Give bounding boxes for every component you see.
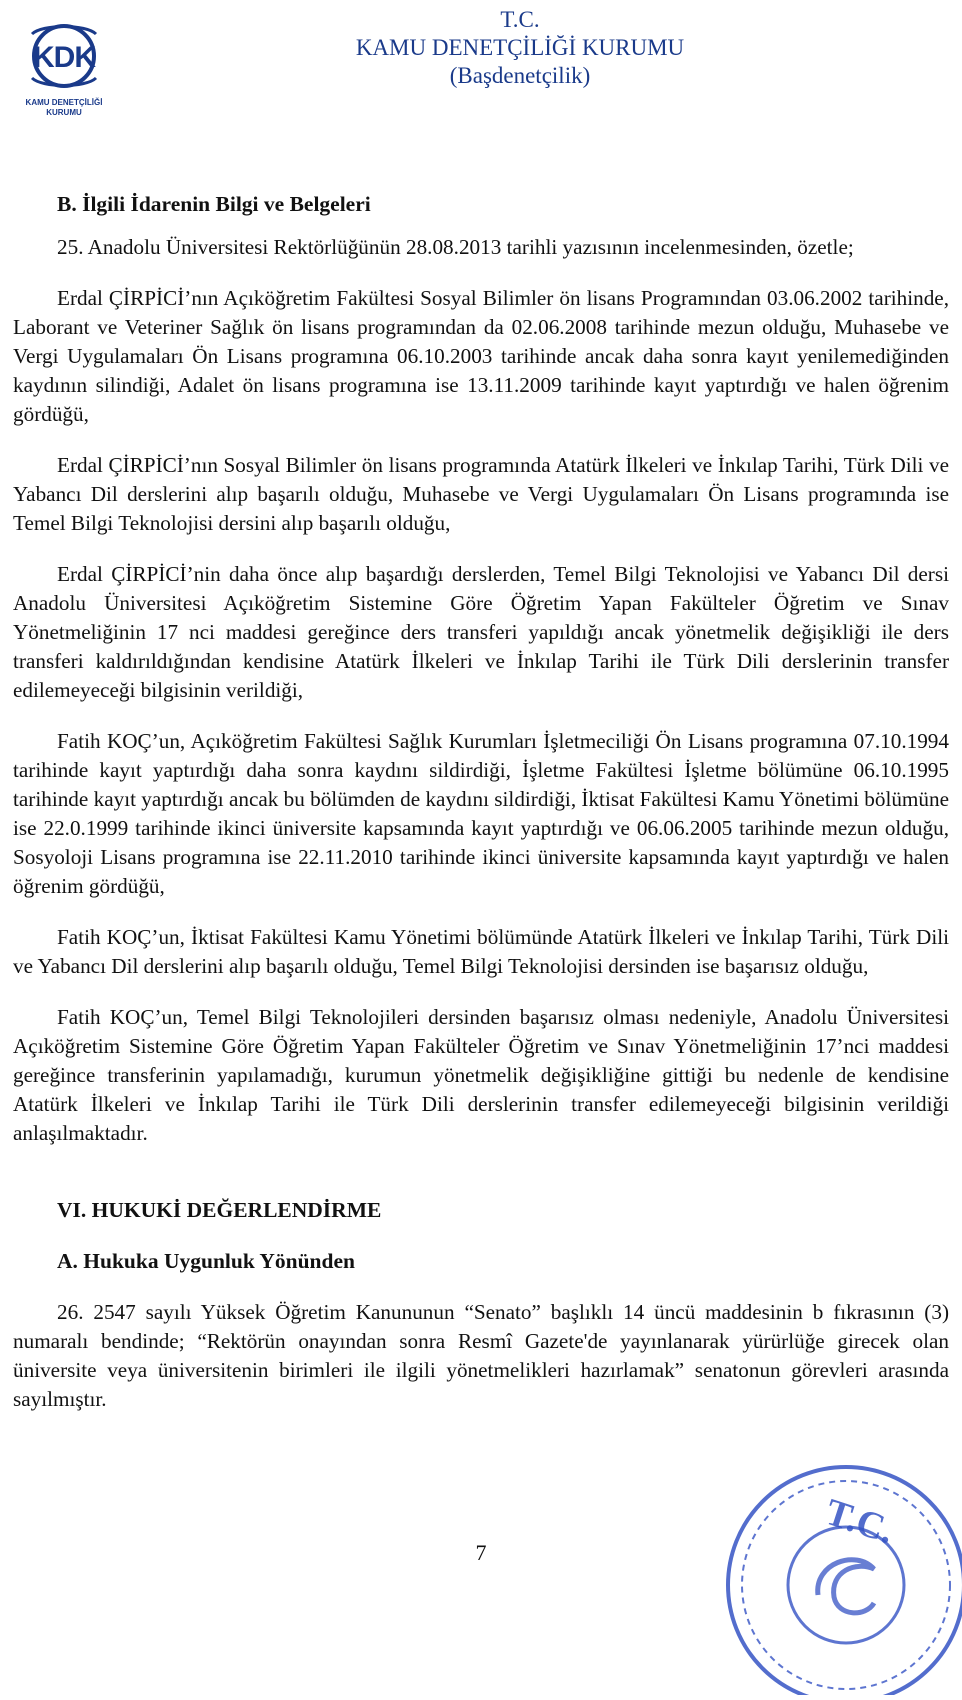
logo-letters: KDK <box>33 41 95 74</box>
paragraph-fatih-2: Fatih KOÇ’un, İktisat Fakültesi Kamu Yönetimi bölümünde Atatürk İlkeleri ve İnkılap Tarihi, Türk Dili ve Yabancı Dil derslerini alıp başarılı olduğu, Temel Bilgi Teknolojisi dersinden ise başarısız olduğu, <box>13 925 949 978</box>
paragraph-25: 25. Anadolu Üniversitesi Rektörlüğünün 28.08.2013 tarihli yazısının incelenmesinden, özetle; <box>57 235 854 259</box>
paragraph-erdal-3: Erdal ÇİRPİCİ’nin daha önce alıp başardığı derslerden, Temel Bilgi Teknolojisi ve Yabancı Dil dersi Anadolu Üniversitesi Açıköğretim Sistemine Göre Öğretim Yapan Fakülteler Öğretim ve Sınav Yönetmeliğinin 17 nci maddesi gereğince ders transferi yapıldığı ancak yönetmelik değişikliği ile ders transferi kaldırıldığından kendisine Atatürk İlkeleri ve İnkılap Tarihi ile Türk Dili derslerinin transfer edilemeyeceği bilgisinin verildiği, <box>13 562 949 702</box>
paragraph-26: 26. 2547 sayılı Yüksek Öğretim Kanununun “Senato” başlıklı 14 üncü maddesinin b fıkrasının (3) numaralı bendinde; “Rektörün onayından sonra Resmî Gazete'de yayınlanarak yürürlüğe girecek olan üniversite veya üniversitenin birimleri ile ilgili yönetmelikleri hazırlamak” senatonun görevleri arasında sayılmıştır. <box>13 1300 949 1411</box>
header-line-institution: KAMU DENETÇİLİĞİ KURUMU <box>355 35 685 60</box>
section-vi-title: VI. HUKUKİ DEĞERLENDİRME <box>57 1198 382 1222</box>
logo-caption-line1: KAMU DENETÇİLİĞİ <box>25 98 103 107</box>
section-a-title: A. Hukuka Uygunluk Yönünden <box>57 1249 355 1273</box>
header-line-tc: T.C. <box>500 7 540 32</box>
paragraph-fatih-3: Fatih KOÇ’un, Temel Bilgi Teknolojileri dersinden başarısız olması nedeniyle, Anadolu Üniversitesi Açıköğretim Sistemine Göre Öğretim Yapan Fakülteler Öğretim ve Sınav Yönetmeliğinin 17’nci maddesi gereğince transferinin yapılamadığı, kurumun yönetmelik değişikliğine gittiği bu nedenle de kendisine Atatürk İlkeleri ve İnkılap Tarihi ile Türk Dili derslerinin transfer edilemeyeceği bilgisinin verildiği anlaşılmaktadır. <box>13 1005 949 1145</box>
logo-caption-line2: KURUMU <box>46 108 82 117</box>
stamp-seal-icon <box>706 1445 962 1695</box>
document-body <box>13 190 949 1414</box>
kdk-logo <box>14 20 114 130</box>
header-line-unit: (Başdenetçilik) <box>449 63 591 88</box>
institution-header <box>300 6 740 90</box>
section-b-title: B. İlgili İdarenin Bilgi ve Belgeleri <box>57 192 371 216</box>
page-number: 7 <box>475 1540 487 1565</box>
paragraph-erdal-2: Erdal ÇİRPİCİ’nın Sosyal Bilimler ön lisans programında Atatürk İlkeleri ve İnkılap Tarihi, Türk Dili ve Yabancı Dil derslerini alıp başarılı olduğu, Muhasebe ve Vergi Uygulamaları Ön Lisans programında ise Temel Bilgi Teknolojisi dersini alıp başarılı olduğu, <box>13 453 949 535</box>
stamp-text: T.C. <box>820 1490 899 1553</box>
kdk-emblem-icon <box>14 20 114 98</box>
paragraph-erdal-1: Erdal ÇİRPİCİ’nın Açıköğretim Fakültesi Sosyal Bilimler ön lisans Programından 03.06.2002 tarihinde, Laborant ve Veteriner Sağlık ön lisans programından da 02.06.2008 tarihinde mezun olduğu, Muhasebe ve Vergi Uygulamaları Ön Lisans programına 06.10.2003 tarihinde ancak daha sonra kayıt yenilemediğinden kaydının silindiği, Adalet ön lisans programına ise 13.11.2009 tarihinde kayıt yaptırdığı ve halen öğrenim gördüğü, <box>13 286 949 426</box>
official-stamp <box>706 1445 962 1695</box>
logo-caption <box>14 98 114 118</box>
paragraph-fatih-1: Fatih KOÇ’un, Açıköğretim Fakültesi Sağlık Kurumları İşletmeciliği Ön Lisans programına 07.10.1994 tarihinde kayıt yaptırdığı daha sonra kaydını sildirdiği, İşletme Fakültesi İşletme bölümüne 06.10.1995 tarihinde kayıt yaptırdığı ancak bu bölümden de kaydını sildirdiği, İktisat Fakültesi Kamu Yönetimi bölümüne ise 22.0.1999 tarihinde ikinci üniversite kapsamında kayıt yaptırdığı ve 06.06.2005 tarihinde mezun olduğu, Sosyoloji Lisans programına ise 22.11.2010 tarihinde ikinci üniversite kapsamında kayıt yaptırdığı ve halen öğrenim gördüğü, <box>13 729 950 898</box>
